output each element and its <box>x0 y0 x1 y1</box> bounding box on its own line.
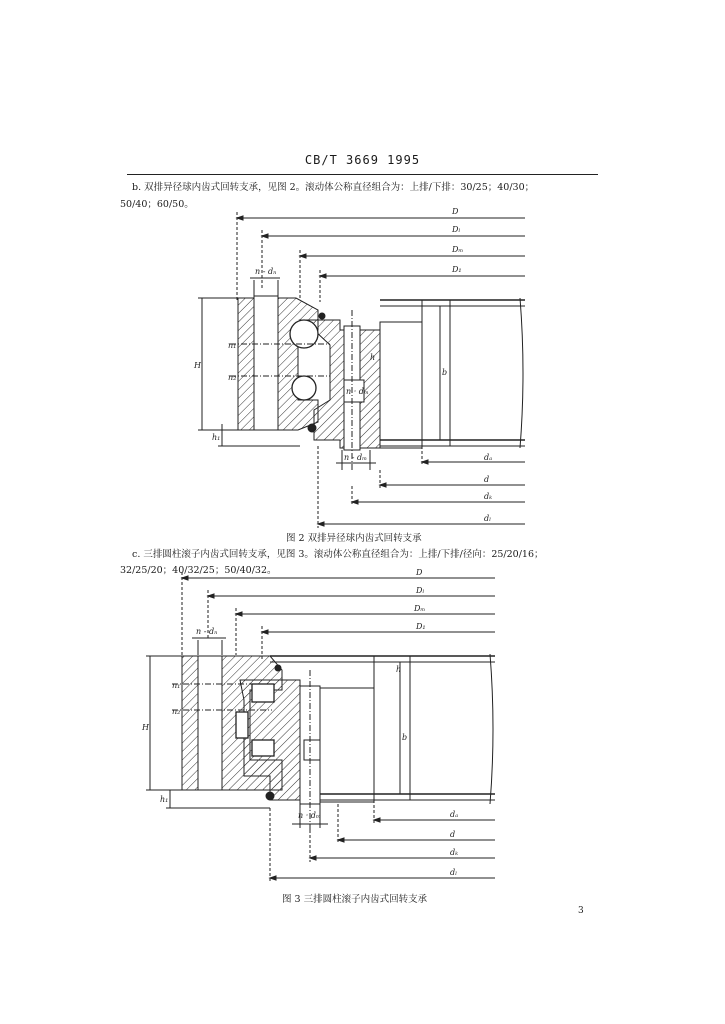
fig3-label-Dl: Dₗ <box>416 586 425 595</box>
section-b-line2: 50/40；60/50。 <box>120 199 194 210</box>
fig3-label-Dm: Dₘ <box>414 604 426 613</box>
fig3-label-h1: h₁ <box>160 795 169 804</box>
fig2-label-dk: dₖ <box>484 492 493 501</box>
fig2-label-Dm: Dₘ <box>452 245 464 254</box>
fig3-label-d: d <box>450 830 456 839</box>
fig2-label-D: D <box>452 207 459 216</box>
fig2-label-n-dm: n · dₘ <box>346 387 369 396</box>
fig2-label-n1: n₁ <box>228 341 237 350</box>
section-c-line2: 32/25/20；40/32/25；50/40/32。 <box>120 565 277 576</box>
fig2-label-h: h <box>370 353 376 362</box>
figure-2-caption: 图 2 双排异径球内齿式回转支承 <box>286 533 422 544</box>
page-number: 3 <box>578 906 584 916</box>
fig2-label-Dl: Dₗ <box>452 225 461 234</box>
fig3-label-da: dₐ <box>450 810 459 819</box>
fig3-label-D: D <box>416 568 423 577</box>
section-b-line1: b. 双排异径球内齿式回转支承，见图 2。滚动体公称直径组合为：上排/下排：30/25；40/30； <box>132 182 535 193</box>
page-header: CB/T 3669 1995 <box>304 153 421 167</box>
fig2-label-d: d <box>484 475 490 484</box>
fig2-label-n2: n₂ <box>228 373 237 382</box>
fig2-label-h1: h₁ <box>212 433 221 442</box>
fig2-label-dl: dₗ <box>484 514 492 523</box>
fig3-label-dl: dₗ <box>450 868 458 877</box>
fig3-label-n-dn: n - dₙ <box>196 627 218 636</box>
fig3-label-b: b <box>402 733 408 742</box>
fig2-label-D1: D₁ <box>452 265 462 274</box>
fig3-label-n1: n₁ <box>172 681 181 690</box>
fig2-label-H: H <box>194 361 201 370</box>
fig3-label-n-dm: n · dₘ <box>298 811 321 820</box>
fig2-label-b: b <box>442 368 448 377</box>
section-c-line1: c. 三排圆柱滚子内齿式回转支承，见图 3。滚动体公称直径组合为：上排/下排/径向：25/20/16； <box>132 549 544 560</box>
fig2-label-n-dn: n - dₙ <box>255 267 277 276</box>
fig3-label-n2: n₂ <box>172 707 181 716</box>
fig3-label-h: h <box>396 665 402 674</box>
figure-3-caption: 图 3 三排圆柱滚子内齿式回转支承 <box>282 894 428 905</box>
fig2-label-da: dₐ <box>484 453 493 462</box>
fig3-label-H: H <box>142 723 149 732</box>
fig2-label-n-dm-bottom: n - dₘ <box>344 453 367 462</box>
fig3-label-dk: dₖ <box>450 848 459 857</box>
fig3-label-D1: D₁ <box>416 622 426 631</box>
